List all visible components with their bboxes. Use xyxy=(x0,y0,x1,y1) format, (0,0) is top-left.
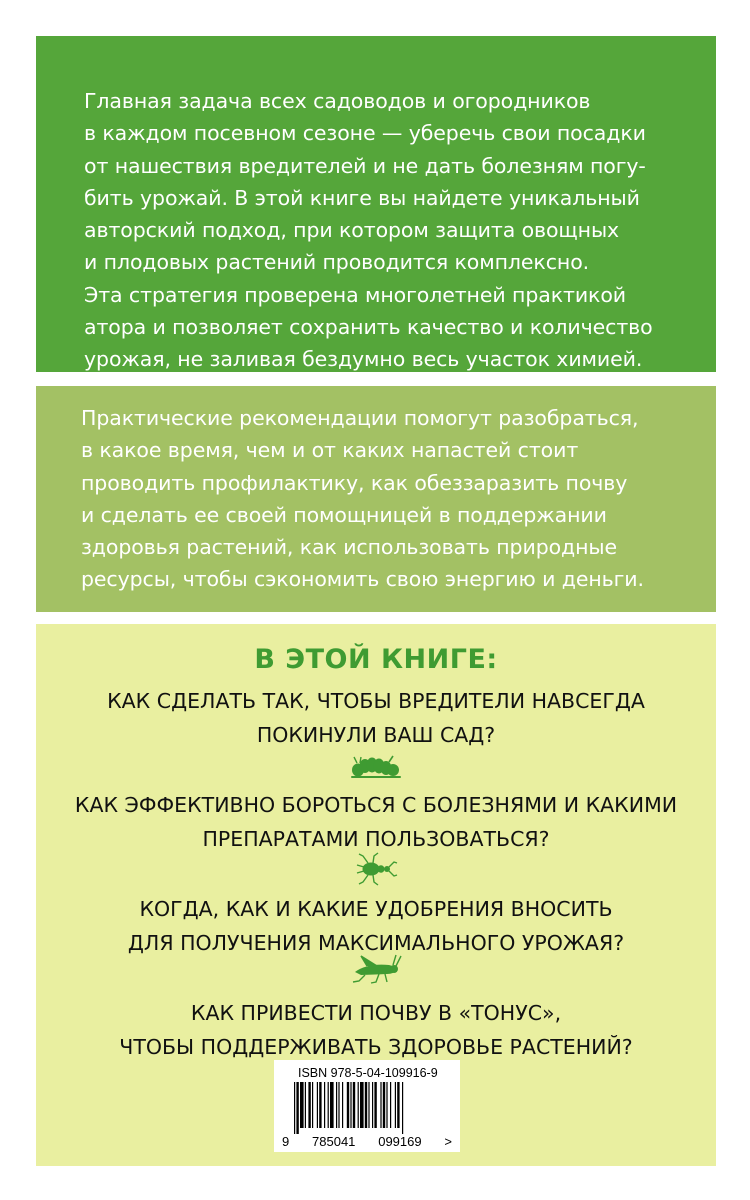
barcode-bar xyxy=(390,1082,391,1128)
question-1: КАК СДЕЛАТЬ ТАК, ЧТОБЫ ВРЕДИТЕЛИ НАВСЕГДА ПОКИНУЛИ ВАШ САД? xyxy=(107,689,645,747)
question-4: КАК ПРИВЕСТИ ПОЧВУ В «ТОНУС», ЧТОБЫ ПОДДЕРЖИВАТЬ ЗДОРОВЬЕ РАСТЕНИЙ? xyxy=(119,1001,633,1059)
barcode-bar xyxy=(312,1082,313,1128)
barcode-digit-group: 9 xyxy=(282,1134,290,1149)
barcode-digit-group: 099169 xyxy=(378,1134,422,1149)
barcode-bar xyxy=(353,1082,355,1128)
barcode-bar xyxy=(330,1082,334,1128)
barcode-bar xyxy=(386,1082,387,1128)
barcode-bar xyxy=(368,1082,369,1128)
barcode-digit-group: > xyxy=(444,1134,452,1149)
recommendations-text: Практические рекомендации помогут разобраться, в какое время, чем и от каких напастей стоит проводить профилактику, как обеззаразить почву и сделать ее своей помощницей в поддержании здоровья растений, как использовать природные ресурсы, чтобы сэкономить свою энергию и деньги. xyxy=(81,406,644,592)
barcode-bar xyxy=(305,1082,306,1128)
barcode-bar xyxy=(350,1082,351,1128)
barcode-bar xyxy=(319,1082,321,1128)
question-3: КОГДА, КАК И КАКИЕ УДОБРЕНИЯ ВНОСИТЬ ДЛЯ ПОЛУЧЕНИЯ МАКСИМАЛЬНОГО УРОЖАЯ? xyxy=(127,897,625,955)
barcode-bar xyxy=(317,1082,318,1128)
barcode-bar xyxy=(402,1082,403,1134)
barcode-bar xyxy=(360,1082,364,1128)
barcode-bar xyxy=(374,1082,376,1128)
question-2: КАК ЭФФЕКТИВНО БОРОТЬСЯ С БОЛЕЗНЯМИ И КАКИМИ ПРЕПАРАТАМИ ПОЛЬЗОВАТЬСЯ? xyxy=(74,793,678,851)
contents-panel xyxy=(36,624,716,1166)
isbn-number: ISBN 978-5-04-109916-9 xyxy=(298,1066,438,1080)
barcode-digits xyxy=(282,1134,452,1149)
barcode-bar xyxy=(308,1082,310,1128)
caterpillar-icon xyxy=(349,754,403,782)
barcode-bar xyxy=(324,1082,325,1128)
recommendations-panel xyxy=(36,386,716,612)
grasshopper-icon xyxy=(349,954,403,984)
barcode-bars xyxy=(282,1082,452,1134)
barcode xyxy=(274,1060,460,1152)
beetle-icon xyxy=(354,852,398,886)
barcode-bar xyxy=(365,1082,367,1128)
barcode-bar xyxy=(380,1082,381,1128)
barcode-bar xyxy=(397,1082,399,1128)
barcode-bar xyxy=(328,1082,329,1128)
barcode-bar xyxy=(336,1082,337,1128)
barcode-bar xyxy=(395,1082,396,1128)
contents-heading: В ЭТОЙ КНИГЕ: xyxy=(254,644,498,675)
barcode-bar xyxy=(294,1082,295,1134)
barcode-digit-group: 785041 xyxy=(312,1134,356,1149)
barcode-bar xyxy=(358,1082,359,1128)
barcode-bar xyxy=(383,1082,385,1128)
barcode-bar xyxy=(347,1082,349,1128)
barcode-bar xyxy=(338,1082,339,1128)
barcode-bar xyxy=(300,1082,304,1128)
barcode-bar xyxy=(296,1082,298,1134)
description-panel xyxy=(36,36,716,372)
barcode-bar xyxy=(342,1082,343,1128)
description-text: Главная задача всех садоводов и огородников в каждом посевном сезоне — уберечь свои посадки от нашествия вредителей и не дать болезням погу- бить урожай. В этой книге вы найдете уникальный авторский подход, при котором защита овощных и плодовых растений проводится комплексно. Эта стратегия проверена многолетней практикой атора и позволяет сохранить качество и количество урожая, не заливая бездумно весь участок химией. xyxy=(84,89,653,372)
barcode-bar xyxy=(372,1082,373,1128)
